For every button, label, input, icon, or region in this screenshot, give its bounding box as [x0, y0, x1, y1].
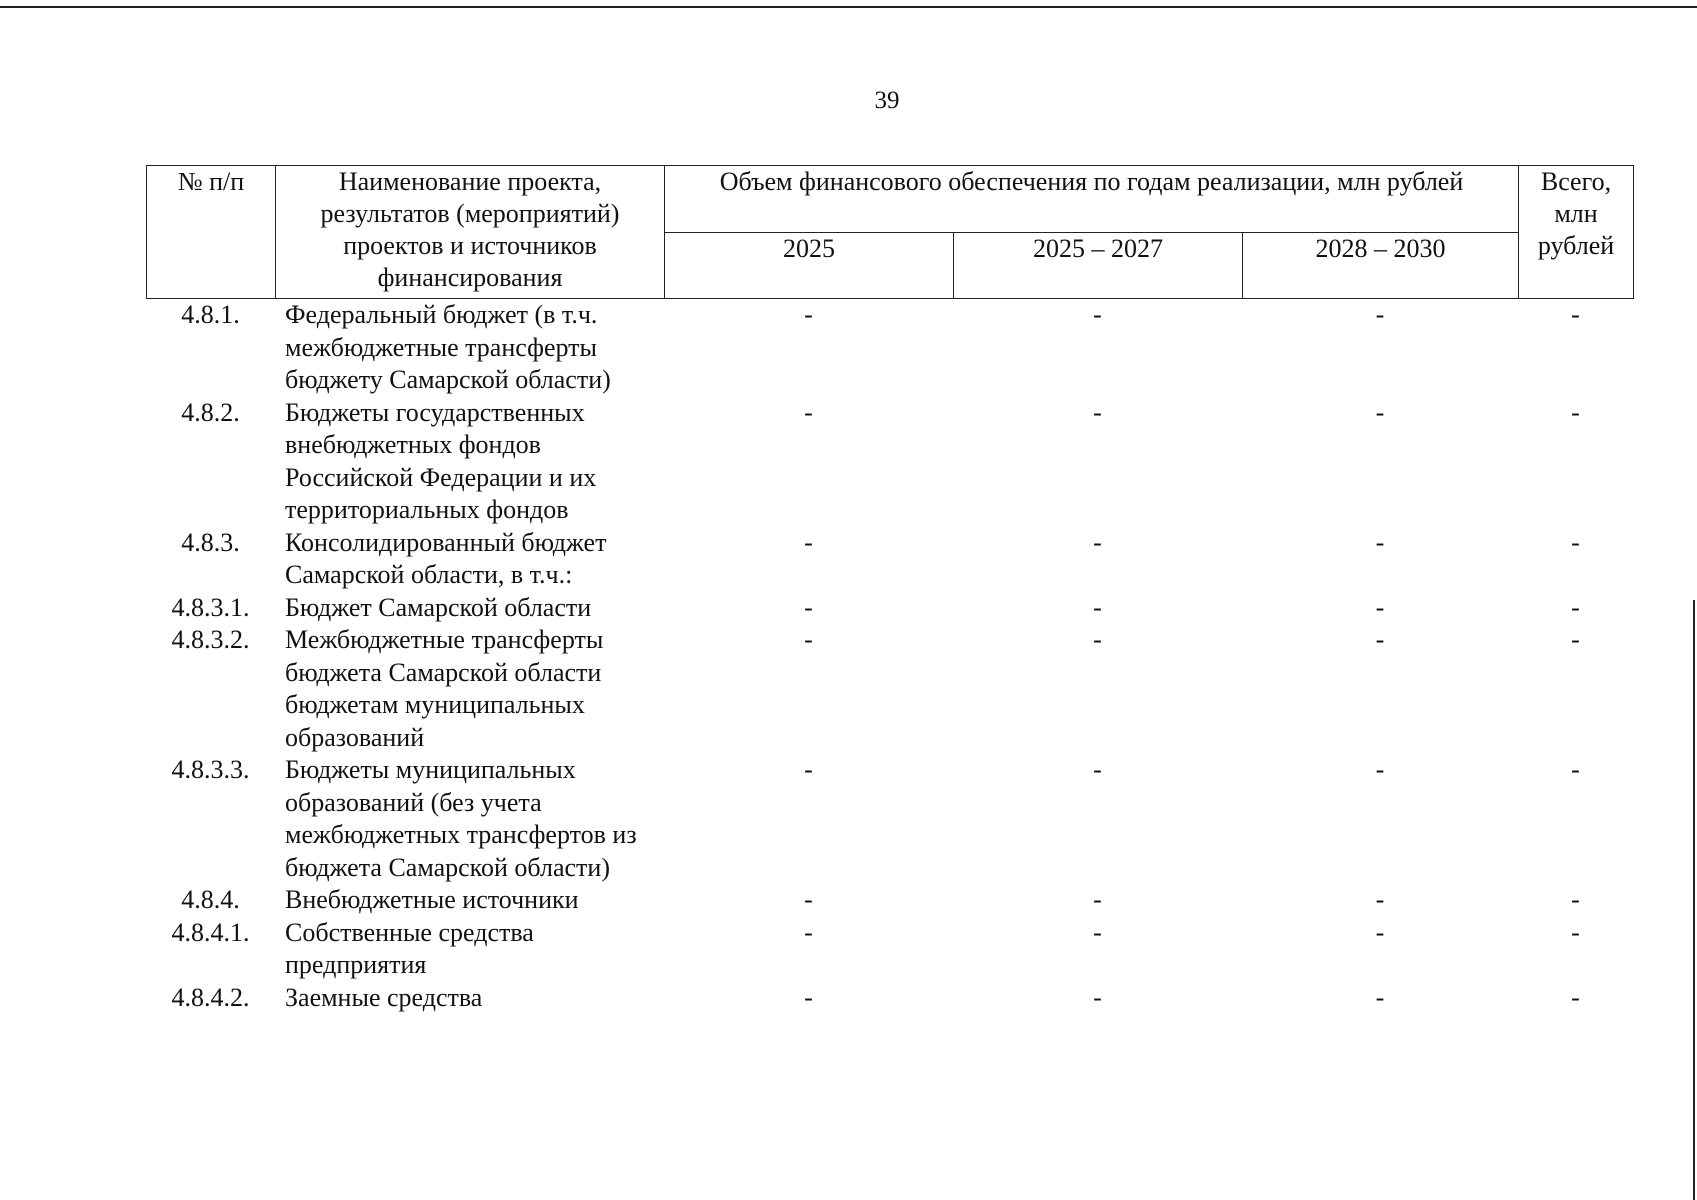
value-2025: -	[804, 527, 813, 557]
right-border-rule	[1693, 600, 1695, 1200]
table-row	[146, 299, 1633, 397]
row-number: 4.8.3.3.	[171, 755, 250, 784]
value-2025-2027: -	[1093, 300, 1102, 329]
row-number: 4.8.3.2.	[171, 625, 250, 654]
value-2028-2030: -	[1375, 755, 1385, 784]
value-2025: -	[804, 755, 813, 784]
header-name: Наименование проекта, результатов (мероприятий) проектов и источников финансирования	[276, 166, 665, 299]
value-total: -	[1571, 885, 1580, 914]
header-year-2025-2027: 2025 – 2027	[954, 233, 1243, 299]
row-number: 4.8.2.	[181, 397, 240, 427]
value-total: -	[1571, 917, 1580, 947]
value-2025: -	[804, 592, 813, 622]
value-2028-2030: -	[1375, 625, 1385, 654]
value-2025-2027: -	[1093, 625, 1102, 654]
page-number: 39	[874, 87, 900, 114]
table-row	[146, 527, 1633, 592]
financing-table-header	[146, 165, 1634, 299]
row-name: Консолидированный бюджет Самарской области, в т.ч.:	[285, 527, 607, 589]
row-number: 4.8.4.1.	[171, 917, 250, 947]
table-row	[146, 982, 1633, 1015]
value-2025: -	[804, 885, 813, 914]
table-row	[146, 624, 1633, 754]
row-name: Межбюджетные трансферты бюджета Самарской области бюджетам муниципальных образований	[285, 625, 604, 752]
value-2025: -	[804, 625, 813, 654]
value-2025-2027: -	[1093, 917, 1102, 947]
row-name: Собственные средства предприятия	[285, 917, 534, 979]
value-2025: -	[804, 300, 813, 329]
row-number: 4.8.3.	[181, 527, 240, 557]
row-name: Внебюджетные источники	[285, 885, 579, 914]
value-2028-2030: -	[1375, 300, 1385, 329]
header-volume: Объем финансового обеспечения по годам реализации, млн рублей	[665, 166, 1519, 233]
value-2025-2027: -	[1093, 527, 1102, 557]
header-num: № п/п	[147, 166, 276, 299]
value-2028-2030: -	[1375, 982, 1385, 1012]
value-total: -	[1571, 300, 1580, 329]
top-border-rule	[0, 6, 1697, 8]
table-row	[146, 397, 1633, 527]
value-2028-2030: -	[1375, 917, 1385, 947]
header-year-2025: 2025	[665, 233, 954, 299]
value-2025-2027: -	[1093, 982, 1102, 1012]
row-name: Бюджеты муниципальных образований (без учета межбюджетных трансфертов из бюджета Самарской области)	[285, 755, 637, 882]
financing-table-body	[146, 299, 1633, 1014]
value-total: -	[1571, 755, 1580, 784]
row-name: Бюджет Самарской области	[285, 592, 592, 622]
value-total: -	[1571, 592, 1580, 622]
value-2028-2030: -	[1375, 885, 1385, 914]
value-2025: -	[804, 397, 813, 427]
value-2025-2027: -	[1093, 885, 1102, 914]
value-2028-2030: -	[1375, 527, 1385, 557]
table-row	[146, 917, 1633, 982]
row-number: 4.8.4.	[181, 885, 240, 914]
value-2028-2030: -	[1375, 592, 1385, 622]
value-2025-2027: -	[1093, 397, 1102, 427]
value-2025-2027: -	[1093, 592, 1102, 622]
value-total: -	[1571, 625, 1580, 654]
row-name: Бюджеты государственных внебюджетных фондов Российской Федерации и их территориальных фондов	[285, 397, 597, 524]
value-total: -	[1571, 397, 1580, 427]
row-number: 4.8.3.1.	[171, 592, 250, 622]
header-total: Всего, млн рублей	[1519, 166, 1634, 299]
row-number: 4.8.4.2.	[171, 982, 250, 1012]
value-total: -	[1571, 527, 1580, 557]
value-2025: -	[804, 917, 813, 947]
header-year-2028-2030: 2028 – 2030	[1243, 233, 1519, 299]
value-2025: -	[804, 982, 813, 1012]
table-row	[146, 884, 1633, 917]
table-row	[146, 592, 1633, 625]
value-2025-2027: -	[1093, 755, 1102, 784]
row-name: Заемные средства	[285, 982, 483, 1012]
value-2028-2030: -	[1375, 397, 1385, 427]
row-number: 4.8.1.	[181, 300, 240, 329]
value-total: -	[1571, 982, 1580, 1012]
table-row	[146, 754, 1633, 884]
row-name: Федеральный бюджет (в т.ч. межбюджетные трансферты бюджету Самарской области)	[285, 300, 611, 394]
